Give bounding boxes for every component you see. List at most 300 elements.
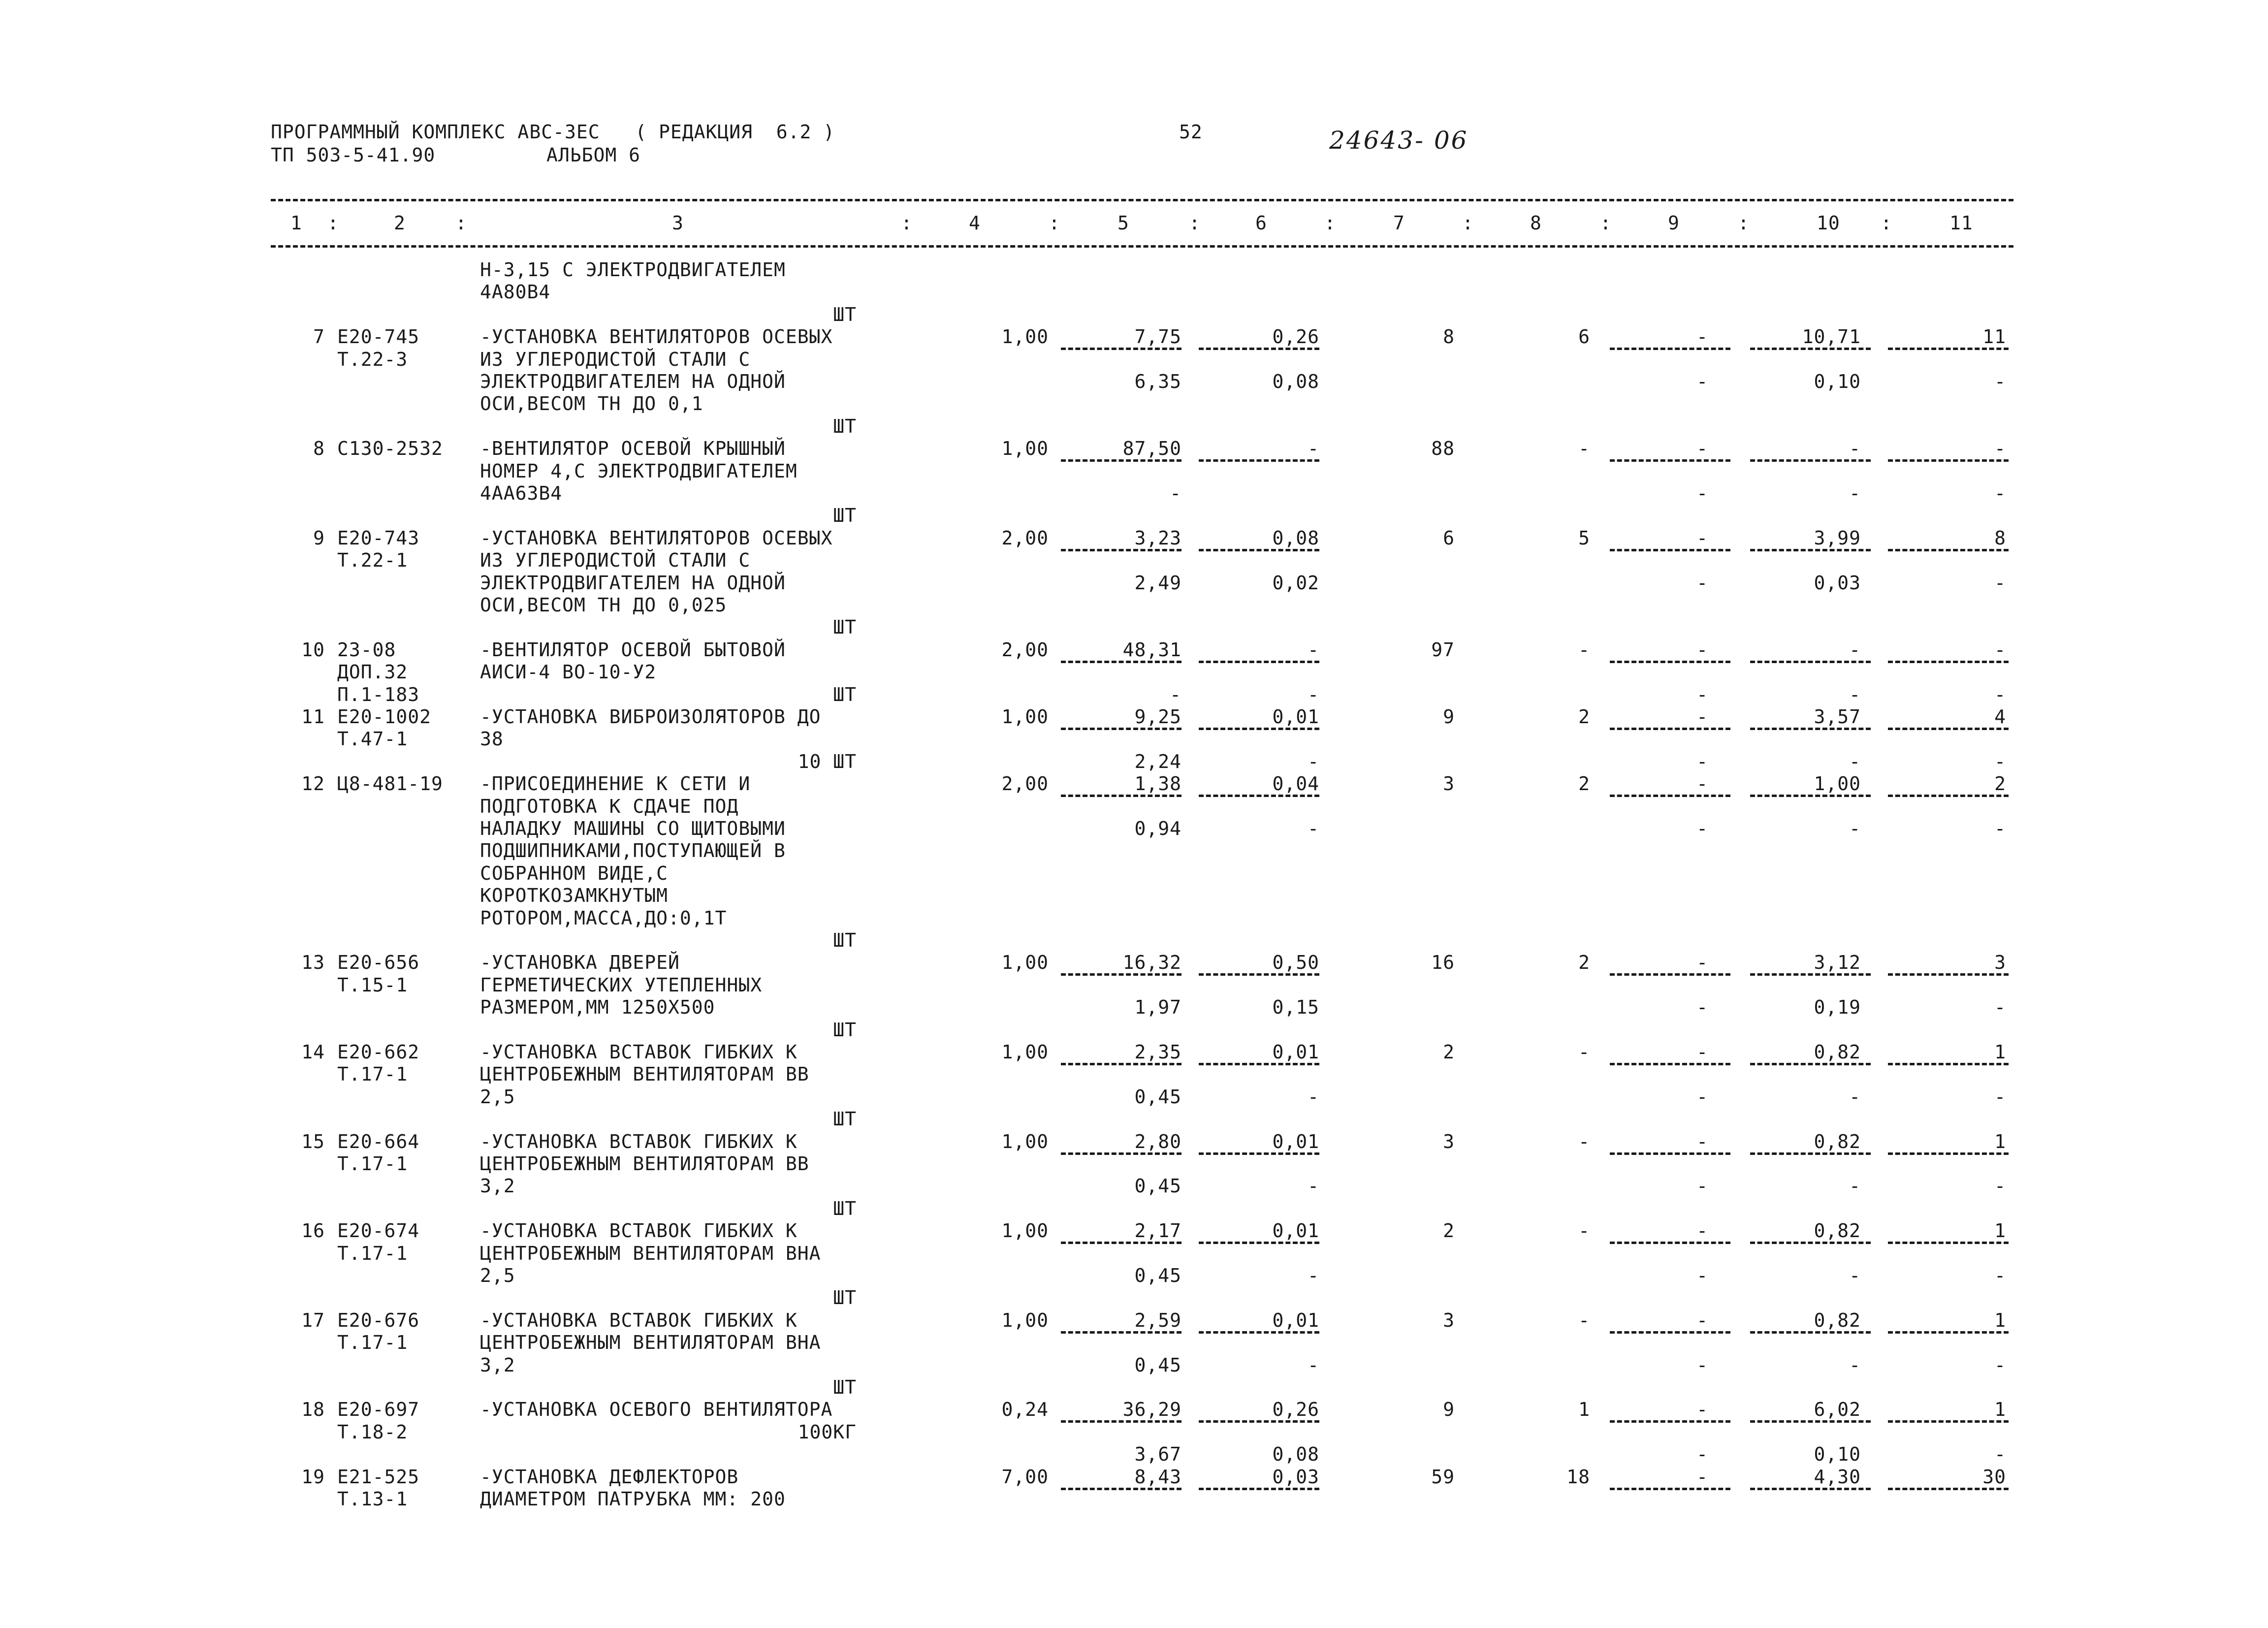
value-rule-c5 (1061, 728, 1182, 730)
row-code: Т.47-1 (337, 728, 408, 750)
row-code: Т.15-1 (337, 974, 408, 996)
value-rule-c6 (1199, 1063, 1319, 1065)
cell-c5: 2,49 (1134, 572, 1182, 594)
cell-c11: - (1994, 1086, 2006, 1108)
row-description: -ПРИСОЕДИНЕНИЕ К СЕТИ И (480, 773, 751, 795)
cell-c10: 0,82 (1814, 1309, 1861, 1331)
cell-c10: 0,03 (1814, 572, 1861, 594)
cell-c4: 7,00 (1001, 1466, 1049, 1488)
row-unit: ШТ (833, 684, 857, 705)
cell-c7: 9 (1443, 1399, 1455, 1420)
cell-c11: - (1994, 751, 2006, 772)
cell-c10: - (1849, 639, 1861, 661)
column-header-9: 9 (1668, 212, 1680, 234)
cell-c5: 48,31 (1122, 639, 1182, 661)
cell-c9: - (1696, 751, 1708, 772)
row-code: П.1-183 (337, 684, 420, 705)
cell-c6: 0,15 (1272, 996, 1319, 1018)
cell-c9: - (1696, 482, 1708, 504)
cell-c9: - (1696, 639, 1708, 661)
value-rule-c10 (1750, 973, 1871, 976)
header-program: ПРОГРАММНЫЙ КОМПЛЕКС АВС-3ЕС ( РЕДАКЦИЯ 6.2 ) (271, 121, 835, 143)
value-rule-c9 (1610, 1152, 1730, 1155)
cell-c8: 5 (1578, 527, 1590, 549)
cell-c6: - (1308, 639, 1319, 661)
cell-c6: 0,01 (1272, 1309, 1319, 1331)
cell-c10: - (1849, 818, 1861, 839)
cell-c6: 0,50 (1272, 952, 1319, 973)
cell-c11: 1 (1994, 1309, 2006, 1331)
cell-c9: - (1696, 1309, 1708, 1331)
cell-c8: - (1578, 1309, 1590, 1331)
cell-c4: 1,00 (1001, 706, 1049, 728)
cell-c7: 3 (1443, 1309, 1455, 1331)
cell-c5: 87,50 (1122, 438, 1182, 459)
cell-c10: - (1849, 751, 1861, 772)
column-separator: : (1324, 212, 1336, 234)
row-description: ГЕРМЕТИЧЕСКИХ УТЕПЛЕННЫХ (480, 974, 763, 996)
cell-c9: - (1696, 1399, 1708, 1420)
cell-c9: - (1696, 1443, 1708, 1465)
cell-c7: 3 (1443, 1131, 1455, 1152)
row-description: ОСИ,ВЕСОМ ТН ДО 0,025 (480, 594, 727, 616)
cell-c11: - (1994, 572, 2006, 594)
cell-c5: 2,35 (1134, 1041, 1182, 1063)
cell-c10: - (1849, 1086, 1861, 1108)
cell-c4: 1,00 (1001, 326, 1049, 348)
cell-c6: 0,01 (1272, 1041, 1319, 1063)
cell-c11: - (1994, 684, 2006, 705)
cell-c9: - (1696, 1265, 1708, 1286)
cell-c7: 59 (1431, 1466, 1455, 1488)
row-description: ЦЕНТРОБЕЖНЫМ ВЕНТИЛЯТОРАМ ВНА (480, 1243, 821, 1264)
cell-c5: 0,45 (1134, 1175, 1182, 1197)
row-description: ПОДШИПНИКАМИ,ПОСТУПАЮЩЕЙ В (480, 840, 786, 862)
cell-c7: 2 (1443, 1220, 1455, 1242)
cell-c10: 10,71 (1802, 326, 1861, 348)
value-rule-c5 (1061, 1063, 1182, 1065)
value-rule-c5 (1061, 1242, 1182, 1244)
cell-c6: - (1308, 438, 1319, 459)
row-code: Т.17-1 (337, 1332, 408, 1353)
value-rule-c11 (1888, 1063, 2009, 1065)
value-rule-c6 (1199, 1152, 1319, 1155)
column-header-11: 11 (1949, 212, 1973, 234)
value-rule-c10 (1750, 1331, 1871, 1334)
row-description: ИЗ УГЛЕРОДИСТОЙ СТАЛИ С (480, 349, 751, 370)
row-unit: ШТ (833, 1287, 857, 1309)
cell-c10: 0,82 (1814, 1220, 1861, 1242)
cell-c6: 0,08 (1272, 1443, 1319, 1465)
value-rule-c5 (1061, 459, 1182, 462)
value-rule-c5 (1061, 795, 1182, 797)
cell-c9: - (1696, 438, 1708, 459)
cell-c10: 0,82 (1814, 1131, 1861, 1152)
row-code: Е20-664 (337, 1131, 420, 1152)
cell-c6: 0,08 (1272, 371, 1319, 392)
value-rule-c6 (1199, 1242, 1319, 1244)
row-code: Т.22-3 (337, 349, 408, 370)
cell-c4: 1,00 (1001, 952, 1049, 973)
column-header-5: 5 (1118, 212, 1129, 234)
cell-c6: 0,02 (1272, 572, 1319, 594)
cell-c10: - (1849, 1175, 1861, 1197)
row-description: 3,2 (480, 1175, 515, 1197)
column-header-7: 7 (1393, 212, 1405, 234)
row-code: Е20-745 (337, 326, 420, 348)
cell-c6: 0,03 (1272, 1466, 1319, 1488)
cell-c10: - (1849, 482, 1861, 504)
cell-c11: - (1994, 1175, 2006, 1197)
cell-c11: - (1994, 371, 2006, 392)
cell-c5: 1,97 (1134, 996, 1182, 1018)
row-description: ИЗ УГЛЕРОДИСТОЙ СТАЛИ С (480, 549, 751, 571)
value-rule-c11 (1888, 973, 2009, 976)
cell-c6: - (1308, 1175, 1319, 1197)
cell-c10: 0,19 (1814, 996, 1861, 1018)
value-rule-c11 (1888, 661, 2009, 663)
row-description: ДИАМЕТРОМ ПАТРУБКА ММ: 200 (480, 1488, 786, 1510)
row-description: 2,5 (480, 1265, 515, 1286)
row-code: Е20-656 (337, 952, 420, 973)
row-description: НАЛАДКУ МАШИНЫ СО ЩИТОВЫМИ (480, 818, 786, 839)
page-number: 52 (1179, 121, 1203, 143)
value-rule-c10 (1750, 1242, 1871, 1244)
value-rule-c10 (1750, 549, 1871, 551)
value-rule-c6 (1199, 973, 1319, 976)
row-description: -УСТАНОВКА ВСТАВОК ГИБКИХ К (480, 1220, 798, 1242)
cell-c7: 6 (1443, 527, 1455, 549)
cell-c5: 2,80 (1134, 1131, 1182, 1152)
header-rule-bottom (271, 245, 2013, 248)
cell-c9: - (1696, 1041, 1708, 1063)
cell-c6: - (1308, 684, 1319, 705)
row-description: -УСТАНОВКА ВИБРОИЗОЛЯТОРОВ ДО (480, 706, 821, 728)
cell-c8: - (1578, 1220, 1590, 1242)
cell-c8: 2 (1578, 706, 1590, 728)
cell-c7: 97 (1431, 639, 1455, 661)
value-rule-c9 (1610, 795, 1730, 797)
row-unit: ШТ (833, 505, 857, 526)
cell-c9: - (1696, 527, 1708, 549)
cell-c11: - (1994, 818, 2006, 839)
cell-c9: - (1696, 1220, 1708, 1242)
value-rule-c9 (1610, 1331, 1730, 1334)
value-rule-c5 (1061, 1152, 1182, 1155)
row-number: 8 (313, 438, 325, 459)
cell-c8: 2 (1578, 952, 1590, 973)
cell-c10: 3,99 (1814, 527, 1861, 549)
cell-c9: - (1696, 952, 1708, 973)
row-number: 9 (313, 527, 325, 549)
cell-c10: - (1849, 1265, 1861, 1286)
value-rule-c11 (1888, 348, 2009, 350)
row-number: 14 (301, 1041, 325, 1063)
row-description: 4А80В4 (480, 281, 551, 303)
cell-c5: 16,32 (1122, 952, 1182, 973)
cell-c10: 0,10 (1814, 1443, 1861, 1465)
column-header-4: 4 (969, 212, 981, 234)
cell-c11: 4 (1994, 706, 2006, 728)
value-rule-c11 (1888, 1331, 2009, 1334)
cell-c8: 2 (1578, 773, 1590, 795)
cell-c5: 2,59 (1134, 1309, 1182, 1331)
value-rule-c11 (1888, 1420, 2009, 1423)
cell-c5: 7,75 (1134, 326, 1182, 348)
row-code: Е21-525 (337, 1466, 420, 1488)
cell-c10: 1,00 (1814, 773, 1861, 795)
value-rule-c11 (1888, 1488, 2009, 1490)
row-code: Т.17-1 (337, 1063, 408, 1085)
row-description: РОТОРОМ,МАССА,ДО:0,1Т (480, 907, 727, 929)
value-rule-c9 (1610, 1420, 1730, 1423)
cell-c11: - (1994, 482, 2006, 504)
cell-c5: 6,35 (1134, 371, 1182, 392)
row-description: -ВЕНТИЛЯТОР ОСЕВОЙ КРЫШНЫЙ (480, 438, 786, 459)
row-unit: ШТ (833, 415, 857, 437)
value-rule-c6 (1199, 728, 1319, 730)
row-unit: ШТ (833, 616, 857, 638)
row-number: 7 (313, 326, 325, 348)
row-description: ЭЛЕКТРОДВИГАТЕЛЕМ НА ОДНОЙ (480, 572, 786, 594)
cell-c5: - (1170, 684, 1182, 705)
row-description: -УСТАНОВКА ОСЕВОГО ВЕНТИЛЯТОРА (480, 1399, 833, 1420)
cell-c8: 1 (1578, 1399, 1590, 1420)
cell-c4: 1,00 (1001, 1131, 1049, 1152)
row-unit: ШТ (833, 304, 857, 325)
cell-c7: 9 (1443, 706, 1455, 728)
cell-c10: - (1849, 1354, 1861, 1376)
column-separator: : (1049, 212, 1060, 234)
cell-c4: 0,24 (1001, 1399, 1049, 1420)
row-description: -ВЕНТИЛЯТОР ОСЕВОЙ БЫТОВОЙ (480, 639, 786, 661)
header-album: АЛЬБОМ 6 (546, 144, 641, 166)
cell-c6: 0,01 (1272, 1131, 1319, 1152)
row-description: ЦЕНТРОБЕЖНЫМ ВЕНТИЛЯТОРАМ ВВ (480, 1153, 809, 1175)
value-rule-c5 (1061, 973, 1182, 976)
value-rule-c9 (1610, 728, 1730, 730)
cell-c6: 0,26 (1272, 1399, 1319, 1420)
row-unit: ШТ (833, 1198, 857, 1219)
value-rule-c5 (1061, 1488, 1182, 1490)
value-rule-c9 (1610, 661, 1730, 663)
value-rule-c5 (1061, 661, 1182, 663)
row-description: -УСТАНОВКА ВСТАВОК ГИБКИХ К (480, 1309, 798, 1331)
cell-c7: 8 (1443, 326, 1455, 348)
row-code: Е20-697 (337, 1399, 420, 1420)
row-description: -УСТАНОВКА ДВЕРЕЙ (480, 952, 680, 973)
cell-c10: 6,02 (1814, 1399, 1861, 1420)
row-description: РАЗМЕРОМ,ММ 1250Х500 (480, 996, 715, 1018)
cell-c6: 0,04 (1272, 773, 1319, 795)
cell-c11: 1 (1994, 1399, 2006, 1420)
cell-c11: - (1994, 1443, 2006, 1465)
row-unit: ШТ (833, 929, 857, 951)
cell-c4: 1,00 (1001, 438, 1049, 459)
row-number: 13 (301, 952, 325, 973)
value-rule-c6 (1199, 1488, 1319, 1490)
cell-c11: 3 (1994, 952, 2006, 973)
cell-c11: 1 (1994, 1041, 2006, 1063)
column-header-1: 1 (290, 212, 302, 234)
row-description: ОСИ,ВЕСОМ ТН ДО 0,1 (480, 393, 703, 415)
header-rule-top (271, 199, 2013, 201)
row-number: 12 (301, 773, 325, 795)
value-rule-c6 (1199, 795, 1319, 797)
value-rule-c6 (1199, 549, 1319, 551)
row-description: ЦЕНТРОБЕЖНЫМ ВЕНТИЛЯТОРАМ ВВ (480, 1063, 809, 1085)
cell-c6: 0,01 (1272, 706, 1319, 728)
cell-c6: - (1308, 751, 1319, 772)
row-description: 3,2 (480, 1354, 515, 1376)
row-description: АИСИ-4 ВО-10-У2 (480, 661, 657, 683)
cell-c11: 30 (1982, 1466, 2006, 1488)
cell-c11: 1 (1994, 1131, 2006, 1152)
cell-c7: 2 (1443, 1041, 1455, 1063)
cell-c4: 2,00 (1001, 773, 1049, 795)
cell-c9: - (1696, 1354, 1708, 1376)
cell-c9: - (1696, 996, 1708, 1018)
row-unit: ШТ (833, 1376, 857, 1398)
row-description: 2,5 (480, 1086, 515, 1108)
value-rule-c9 (1610, 549, 1730, 551)
row-unit: 10 ШТ (798, 751, 857, 772)
cell-c9: - (1696, 684, 1708, 705)
value-rule-c10 (1750, 348, 1871, 350)
row-unit: ШТ (833, 1019, 857, 1041)
cell-c10: 0,82 (1814, 1041, 1861, 1063)
cell-c9: - (1696, 1175, 1708, 1197)
cell-c10: 3,57 (1814, 706, 1861, 728)
cell-c11: 11 (1982, 326, 2006, 348)
cell-c8: 6 (1578, 326, 1590, 348)
row-code: Е20-743 (337, 527, 420, 549)
row-number: 15 (301, 1131, 325, 1152)
cell-c4: 1,00 (1001, 1220, 1049, 1242)
cell-c9: - (1696, 371, 1708, 392)
row-description: Н-3,15 С ЭЛЕКТРОДВИГАТЕЛЕМ (480, 259, 786, 281)
row-code: С130-2532 (337, 438, 443, 459)
row-code: Е20-662 (337, 1041, 420, 1063)
value-rule-c6 (1199, 1420, 1319, 1423)
column-header-10: 10 (1817, 212, 1840, 234)
row-code: 23-08 (337, 639, 396, 661)
value-rule-c11 (1888, 728, 2009, 730)
column-header-3: 3 (672, 212, 684, 234)
cell-c6: - (1308, 1265, 1319, 1286)
value-rule-c9 (1610, 1063, 1730, 1065)
cell-c9: - (1696, 1131, 1708, 1152)
value-rule-c10 (1750, 1420, 1871, 1423)
value-rule-c10 (1750, 1063, 1871, 1065)
cell-c11: 2 (1994, 773, 2006, 795)
row-description: -УСТАНОВКА ВСТАВОК ГИБКИХ К (480, 1131, 798, 1152)
cell-c4: 1,00 (1001, 1041, 1049, 1063)
value-rule-c11 (1888, 459, 2009, 462)
cell-c4: 1,00 (1001, 1309, 1049, 1331)
column-separator: : (455, 212, 467, 234)
value-rule-c10 (1750, 795, 1871, 797)
cell-c8: 18 (1566, 1466, 1590, 1488)
value-rule-c5 (1061, 1331, 1182, 1334)
value-rule-c9 (1610, 348, 1730, 350)
row-code: ДОП.32 (337, 661, 408, 683)
value-rule-c6 (1199, 459, 1319, 462)
row-code: Т.17-1 (337, 1243, 408, 1264)
value-rule-c11 (1888, 1152, 2009, 1155)
value-rule-c5 (1061, 348, 1182, 350)
cell-c10: 4,30 (1814, 1466, 1861, 1488)
cell-c5: 36,29 (1122, 1399, 1182, 1420)
column-separator: : (1738, 212, 1750, 234)
cell-c6: - (1308, 1354, 1319, 1376)
handwritten-number: 24643- 06 (1329, 126, 1469, 155)
cell-c5: 9,25 (1134, 706, 1182, 728)
cell-c10: - (1849, 438, 1861, 459)
cell-c6: 0,08 (1272, 527, 1319, 549)
row-description: -УСТАНОВКА ВСТАВОК ГИБКИХ К (480, 1041, 798, 1063)
value-rule-c11 (1888, 795, 2009, 797)
row-description: СОБРАННОМ ВИДЕ,С (480, 862, 669, 884)
cell-c8: - (1578, 639, 1590, 661)
cell-c11: 8 (1994, 527, 2006, 549)
cell-c5: 3,67 (1134, 1443, 1182, 1465)
cell-c5: 0,94 (1134, 818, 1182, 839)
column-separator: : (1881, 212, 1892, 234)
cell-c6: - (1308, 818, 1319, 839)
value-rule-c6 (1199, 661, 1319, 663)
row-code: Е20-674 (337, 1220, 420, 1242)
cell-c9: - (1696, 1086, 1708, 1108)
row-unit: 100КГ (798, 1421, 857, 1443)
column-separator: : (1462, 212, 1474, 234)
cell-c4: 2,00 (1001, 639, 1049, 661)
row-unit: ШТ (833, 1108, 857, 1130)
cell-c9: - (1696, 818, 1708, 839)
row-description: 38 (480, 728, 504, 750)
cell-c5: - (1170, 482, 1182, 504)
value-rule-c5 (1061, 549, 1182, 551)
row-number: 16 (301, 1220, 325, 1242)
row-number: 10 (301, 639, 325, 661)
row-description: -УСТАНОВКА ВЕНТИЛЯТОРОВ ОСЕВЫХ (480, 527, 833, 549)
value-rule-c10 (1750, 459, 1871, 462)
column-separator: : (327, 212, 339, 234)
value-rule-c5 (1061, 1420, 1182, 1423)
cell-c9: - (1696, 326, 1708, 348)
cell-c10: 0,10 (1814, 371, 1861, 392)
column-separator: : (1600, 212, 1612, 234)
row-code: Т.18-2 (337, 1421, 408, 1443)
value-rule-c10 (1750, 1488, 1871, 1490)
row-code: Т.17-1 (337, 1153, 408, 1175)
row-code: Ц8-481-19 (337, 773, 443, 795)
cell-c8: - (1578, 1041, 1590, 1063)
value-rule-c6 (1199, 1331, 1319, 1334)
cell-c11: 1 (1994, 1220, 2006, 1242)
row-number: 17 (301, 1309, 325, 1331)
row-number: 11 (301, 706, 325, 728)
value-rule-c11 (1888, 549, 2009, 551)
cell-c5: 0,45 (1134, 1354, 1182, 1376)
header-project-code: ТП 503-5-41.90 (271, 144, 436, 166)
cell-c5: 2,24 (1134, 751, 1182, 772)
cell-c5: 2,17 (1134, 1220, 1182, 1242)
column-separator: : (1189, 212, 1201, 234)
column-header-6: 6 (1255, 212, 1267, 234)
row-description: НОМЕР 4,С ЭЛЕКТРОДВИГАТЕЛЕМ (480, 460, 798, 482)
row-description: -УСТАНОВКА ВЕНТИЛЯТОРОВ ОСЕВЫХ (480, 326, 833, 348)
